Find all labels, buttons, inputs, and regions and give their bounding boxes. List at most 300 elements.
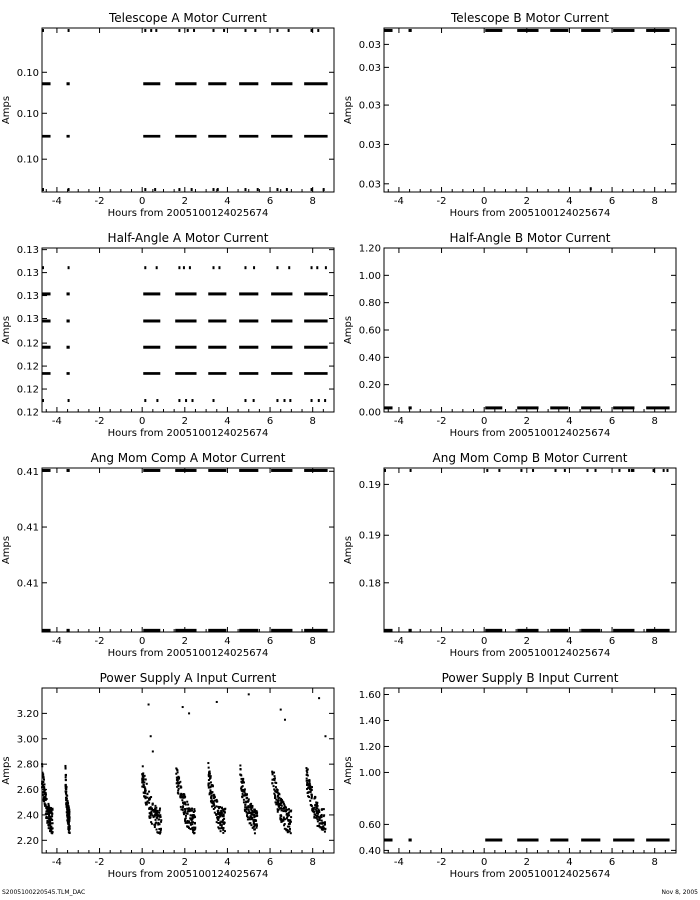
data-point bbox=[280, 815, 282, 817]
data-point bbox=[67, 808, 69, 810]
data-point bbox=[276, 791, 278, 793]
data-point bbox=[239, 764, 241, 766]
y-tick-label: 0.03 bbox=[358, 179, 381, 191]
data-point bbox=[51, 819, 53, 821]
data-point bbox=[217, 826, 219, 828]
data-point bbox=[154, 826, 156, 828]
y-tick-label: 1.60 bbox=[358, 689, 381, 701]
data-point bbox=[486, 469, 488, 472]
data-point bbox=[218, 266, 220, 269]
y-tick-label: 0.40 bbox=[358, 352, 381, 364]
y-axis-label: Amps bbox=[343, 315, 354, 345]
data-point bbox=[42, 794, 44, 796]
data-point bbox=[324, 831, 326, 833]
x-tick-label: 6 bbox=[266, 416, 274, 427]
data-series bbox=[384, 29, 670, 190]
data-point bbox=[190, 814, 192, 816]
data-point bbox=[158, 832, 160, 834]
data-segment bbox=[67, 292, 70, 295]
data-point bbox=[194, 810, 196, 812]
data-point bbox=[211, 794, 213, 796]
data-segment bbox=[581, 839, 600, 842]
data-segment bbox=[175, 629, 196, 632]
data-point bbox=[217, 810, 219, 812]
data-point bbox=[311, 805, 313, 807]
y-tick-label: 0.03 bbox=[358, 100, 381, 112]
data-segment bbox=[271, 372, 292, 375]
data-point bbox=[185, 399, 187, 402]
data-point bbox=[148, 791, 150, 793]
x-tick-label: 2 bbox=[181, 416, 188, 427]
data-point bbox=[144, 775, 146, 777]
data-point bbox=[288, 812, 290, 814]
data-point bbox=[45, 817, 47, 819]
data-point bbox=[66, 800, 68, 802]
x-tick-label: 6 bbox=[608, 416, 616, 427]
data-point bbox=[179, 796, 181, 798]
data-segment bbox=[239, 292, 258, 295]
data-segment bbox=[67, 346, 70, 349]
data-segment bbox=[143, 292, 160, 295]
data-point bbox=[498, 469, 500, 472]
data-segment bbox=[42, 292, 51, 295]
data-point bbox=[632, 469, 634, 472]
data-point bbox=[151, 812, 153, 814]
data-point bbox=[595, 469, 597, 472]
data-point bbox=[244, 788, 246, 790]
data-point bbox=[66, 802, 68, 804]
data-point bbox=[323, 814, 325, 816]
data-point bbox=[154, 805, 156, 807]
data-point bbox=[65, 776, 67, 778]
y-axis-label: Amps bbox=[343, 756, 354, 785]
data-point bbox=[277, 811, 279, 813]
data-point bbox=[65, 798, 67, 800]
data-point bbox=[317, 820, 319, 822]
data-point bbox=[68, 188, 70, 191]
data-point bbox=[216, 800, 218, 802]
data-point bbox=[42, 188, 44, 191]
data-point bbox=[151, 808, 153, 810]
data-point bbox=[321, 827, 323, 829]
data-segment bbox=[175, 469, 196, 472]
data-point bbox=[287, 820, 289, 822]
data-point bbox=[321, 814, 323, 816]
x-tick-label: 6 bbox=[608, 196, 616, 207]
data-point bbox=[178, 188, 180, 191]
data-point bbox=[145, 778, 147, 780]
data-point bbox=[254, 809, 256, 811]
y-tick-label: 2.80 bbox=[16, 759, 39, 771]
y-tick-label: 2.20 bbox=[16, 835, 39, 847]
data-point bbox=[176, 779, 178, 781]
data-point bbox=[181, 799, 183, 801]
data-point bbox=[321, 820, 323, 822]
data-point bbox=[618, 469, 620, 472]
data-segment bbox=[67, 319, 70, 322]
data-segment bbox=[143, 319, 160, 322]
data-point bbox=[47, 820, 49, 822]
data-segment bbox=[208, 135, 226, 138]
data-point bbox=[280, 802, 282, 804]
plot-frame bbox=[384, 28, 676, 192]
data-point bbox=[148, 807, 150, 809]
data-segment bbox=[384, 29, 393, 32]
data-point bbox=[248, 693, 250, 695]
data-point bbox=[241, 786, 243, 788]
data-point bbox=[273, 785, 275, 787]
data-segment bbox=[550, 29, 568, 32]
data-point bbox=[315, 808, 317, 810]
data-segment bbox=[208, 82, 226, 85]
data-point bbox=[213, 808, 215, 810]
y-tick-label: 1.20 bbox=[358, 741, 381, 753]
data-point bbox=[178, 788, 180, 790]
data-point bbox=[178, 266, 180, 269]
data-point bbox=[310, 793, 312, 795]
data-point bbox=[256, 823, 258, 825]
data-point bbox=[224, 812, 226, 814]
data-point bbox=[224, 809, 226, 811]
data-point bbox=[322, 822, 324, 824]
data-point bbox=[311, 399, 313, 402]
data-point bbox=[316, 818, 318, 820]
data-segment bbox=[271, 135, 292, 138]
data-point bbox=[188, 827, 190, 829]
data-point bbox=[279, 817, 281, 819]
data-point bbox=[160, 816, 162, 818]
y-tick-label: 0.40 bbox=[358, 845, 381, 857]
data-point bbox=[149, 797, 151, 799]
data-point bbox=[213, 29, 215, 32]
data-point bbox=[246, 808, 248, 810]
data-point bbox=[248, 818, 250, 820]
data-segment bbox=[613, 629, 634, 632]
data-point bbox=[240, 768, 242, 770]
chart-title: Half-Angle B Motor Current bbox=[449, 231, 611, 245]
data-point bbox=[289, 828, 291, 830]
data-point bbox=[43, 791, 45, 793]
data-point bbox=[50, 817, 52, 819]
data-series bbox=[384, 839, 670, 842]
data-point bbox=[307, 792, 309, 794]
data-point bbox=[68, 399, 70, 402]
data-point bbox=[192, 829, 194, 831]
data-point bbox=[144, 399, 146, 402]
data-point bbox=[141, 781, 143, 783]
data-point bbox=[144, 29, 146, 32]
data-point bbox=[211, 799, 213, 801]
data-point bbox=[276, 188, 278, 191]
data-point bbox=[145, 804, 147, 806]
data-point bbox=[384, 469, 386, 472]
data-point bbox=[152, 803, 154, 805]
data-point bbox=[148, 815, 150, 817]
data-point bbox=[194, 816, 196, 818]
y-tick-label: 0.12 bbox=[16, 407, 39, 419]
y-tick-label: 1.40 bbox=[358, 715, 381, 727]
x-tick-label: 4 bbox=[224, 416, 231, 427]
data-point bbox=[177, 790, 179, 792]
y-tick-label: 0.19 bbox=[358, 530, 381, 542]
data-point bbox=[271, 782, 273, 784]
x-tick-label: 0 bbox=[480, 196, 488, 207]
data-point bbox=[191, 818, 193, 820]
data-point bbox=[306, 769, 308, 771]
footer-filename: S2005100220545.TLM_DAC bbox=[2, 889, 86, 896]
data-point bbox=[69, 832, 71, 834]
data-point bbox=[156, 817, 158, 819]
data-point bbox=[321, 809, 323, 811]
footer-date: Nov 8, 2005 bbox=[661, 889, 698, 896]
chart-half-angle-a bbox=[1, 231, 334, 439]
data-segment bbox=[239, 629, 258, 632]
data-point bbox=[312, 810, 314, 812]
data-segment bbox=[271, 629, 292, 632]
data-segment bbox=[239, 319, 258, 322]
data-segment bbox=[304, 629, 327, 632]
data-point bbox=[210, 777, 212, 779]
data-point bbox=[217, 806, 219, 808]
data-point bbox=[245, 801, 247, 803]
data-point bbox=[183, 266, 185, 269]
data-point bbox=[244, 188, 246, 191]
y-axis-label: Amps bbox=[1, 315, 12, 345]
data-point bbox=[184, 808, 186, 810]
y-tick-label: 0.03 bbox=[358, 139, 381, 151]
data-point bbox=[275, 803, 277, 805]
data-point bbox=[155, 822, 157, 824]
x-axis-label: Hours from 2005100124025674 bbox=[107, 648, 269, 659]
data-point bbox=[68, 823, 70, 825]
data-point bbox=[146, 801, 148, 803]
data-point bbox=[156, 399, 158, 402]
data-point bbox=[186, 812, 188, 814]
data-segment bbox=[42, 469, 51, 472]
data-segment bbox=[42, 372, 51, 375]
data-point bbox=[42, 399, 44, 402]
data-segment bbox=[646, 629, 669, 632]
data-point bbox=[208, 787, 210, 789]
data-point bbox=[178, 782, 180, 784]
data-point bbox=[219, 827, 221, 829]
data-point bbox=[324, 821, 326, 823]
y-tick-label: 3.00 bbox=[16, 734, 39, 746]
data-point bbox=[314, 807, 316, 809]
data-point bbox=[194, 832, 196, 834]
plot-frame bbox=[42, 248, 334, 412]
plot-frame bbox=[384, 468, 676, 632]
x-tick-label: 2 bbox=[181, 636, 188, 647]
y-tick-label: 1.00 bbox=[358, 270, 381, 282]
data-point bbox=[152, 750, 154, 752]
data-point bbox=[251, 818, 253, 820]
data-point bbox=[180, 806, 182, 808]
data-point bbox=[43, 783, 45, 785]
y-axis-label: Amps bbox=[343, 535, 354, 565]
data-point bbox=[41, 765, 43, 767]
data-segment bbox=[304, 82, 327, 85]
data-point bbox=[314, 813, 316, 815]
data-point bbox=[180, 794, 182, 796]
data-point bbox=[306, 771, 308, 773]
chart-power-supply-b bbox=[343, 671, 676, 880]
data-point bbox=[143, 795, 145, 797]
x-tick-label: 8 bbox=[651, 636, 658, 647]
data-point bbox=[186, 808, 188, 810]
data-point bbox=[176, 769, 178, 771]
y-tick-label: 1.20 bbox=[358, 243, 381, 255]
data-point bbox=[246, 814, 248, 816]
data-point bbox=[41, 763, 43, 765]
data-point bbox=[281, 820, 283, 822]
data-point bbox=[319, 817, 321, 819]
data-point bbox=[273, 793, 275, 795]
data-point bbox=[160, 828, 162, 830]
data-point bbox=[307, 783, 309, 785]
y-tick-label: 0.12 bbox=[16, 338, 39, 350]
data-point bbox=[209, 773, 211, 775]
data-segment bbox=[42, 319, 51, 322]
y-tick-label: 0.18 bbox=[358, 578, 381, 590]
data-point bbox=[44, 802, 46, 804]
data-segment bbox=[143, 82, 160, 85]
data-segment bbox=[304, 372, 327, 375]
data-point bbox=[273, 778, 275, 780]
y-tick-label: 2.40 bbox=[16, 810, 39, 822]
data-segment bbox=[485, 406, 502, 409]
data-point bbox=[41, 775, 43, 777]
data-point bbox=[318, 697, 320, 699]
data-point bbox=[191, 821, 193, 823]
plot-frame bbox=[384, 688, 676, 853]
data-point bbox=[51, 831, 53, 833]
data-segment bbox=[485, 839, 502, 842]
data-point bbox=[323, 188, 325, 191]
data-point bbox=[194, 822, 196, 824]
x-tick-label: 0 bbox=[138, 636, 146, 647]
x-tick-label: 0 bbox=[138, 857, 146, 868]
data-point bbox=[277, 795, 279, 797]
data-point bbox=[284, 823, 286, 825]
data-point bbox=[324, 399, 326, 402]
x-tick-label: 4 bbox=[566, 416, 573, 427]
data-point bbox=[275, 801, 277, 803]
data-point bbox=[186, 801, 188, 803]
data-point bbox=[311, 266, 313, 269]
data-point bbox=[217, 819, 219, 821]
chart-ang-mom-b bbox=[343, 451, 676, 659]
data-series bbox=[384, 406, 670, 409]
data-point bbox=[279, 803, 281, 805]
data-point bbox=[252, 820, 254, 822]
data-point bbox=[278, 806, 280, 808]
data-point bbox=[318, 810, 320, 812]
data-segment bbox=[409, 406, 412, 409]
data-point bbox=[254, 832, 256, 834]
plot-frame bbox=[384, 248, 676, 412]
data-point bbox=[47, 824, 49, 826]
data-point bbox=[316, 815, 318, 817]
data-point bbox=[41, 786, 43, 788]
data-point bbox=[68, 266, 70, 269]
data-segment bbox=[208, 292, 226, 295]
x-tick-label: 8 bbox=[309, 857, 316, 868]
data-point bbox=[255, 812, 257, 814]
data-point bbox=[65, 767, 67, 769]
data-point bbox=[241, 796, 243, 798]
data-point bbox=[309, 780, 311, 782]
x-tick-label: 2 bbox=[523, 636, 530, 647]
data-point bbox=[45, 813, 47, 815]
y-axis-label: Amps bbox=[1, 95, 12, 125]
data-point bbox=[323, 808, 325, 810]
chart-ang-mom-a bbox=[1, 451, 334, 659]
data-point bbox=[555, 469, 557, 472]
data-point bbox=[281, 809, 283, 811]
data-point bbox=[185, 821, 187, 823]
data-point bbox=[324, 823, 326, 825]
data-point bbox=[288, 826, 290, 828]
data-point bbox=[177, 785, 179, 787]
data-point bbox=[221, 820, 223, 822]
data-point bbox=[314, 804, 316, 806]
data-segment bbox=[550, 839, 568, 842]
x-tick-label: -4 bbox=[51, 196, 62, 207]
x-tick-label: -2 bbox=[94, 857, 105, 868]
data-point bbox=[274, 797, 276, 799]
data-segment bbox=[517, 29, 538, 32]
data-point bbox=[184, 802, 186, 804]
data-segment bbox=[175, 82, 196, 85]
data-point bbox=[144, 188, 146, 191]
data-point bbox=[180, 786, 182, 788]
x-tick-label: -2 bbox=[94, 416, 105, 427]
x-tick-label: 6 bbox=[608, 857, 616, 868]
data-point bbox=[274, 775, 276, 777]
data-point bbox=[242, 790, 244, 792]
data-point bbox=[194, 828, 196, 830]
data-point bbox=[223, 29, 225, 32]
data-point bbox=[44, 789, 46, 791]
data-point bbox=[146, 783, 148, 785]
data-segment bbox=[42, 346, 51, 349]
data-point bbox=[211, 791, 213, 793]
data-segment bbox=[613, 406, 634, 409]
data-point bbox=[286, 817, 288, 819]
data-point bbox=[189, 266, 191, 269]
data-point bbox=[177, 792, 179, 794]
data-point bbox=[49, 822, 51, 824]
data-segment bbox=[613, 29, 634, 32]
x-tick-label: -4 bbox=[51, 857, 62, 868]
data-point bbox=[144, 266, 146, 269]
data-segment bbox=[143, 346, 160, 349]
data-point bbox=[314, 796, 316, 798]
data-point bbox=[222, 832, 224, 834]
y-tick-label: 0.03 bbox=[358, 62, 381, 74]
data-point bbox=[318, 399, 320, 402]
data-point bbox=[178, 29, 180, 32]
chart-title: Ang Mom Comp A Motor Current bbox=[90, 451, 286, 465]
data-point bbox=[47, 803, 49, 805]
data-point bbox=[187, 29, 189, 32]
data-point bbox=[288, 29, 290, 32]
x-tick-label: -2 bbox=[94, 636, 105, 647]
data-point bbox=[49, 828, 51, 830]
data-point bbox=[65, 787, 67, 789]
data-point bbox=[277, 800, 279, 802]
